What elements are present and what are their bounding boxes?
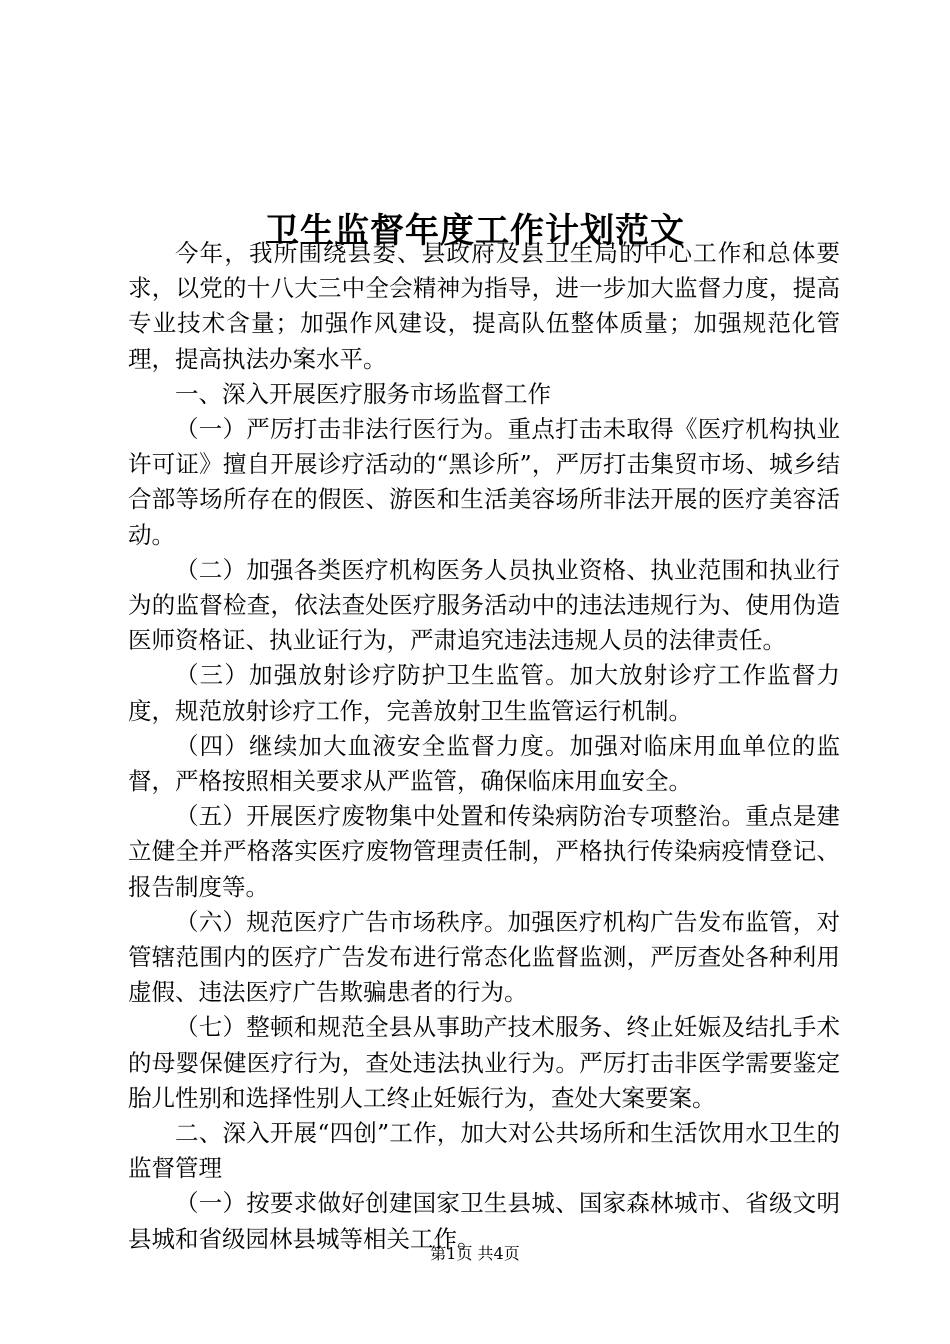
paragraph-2-1: （一）按要求做好创建国家卫生县城、国家森林城市、省级文明县城和省级园林县城等相关工作。 — [128, 1189, 840, 1253]
document-title: 卫生监督年度工作计划范文 — [265, 210, 685, 251]
intro-paragraph: 今年，我所围绕县委、县政府及县卫生局的中心工作和总体要求，以党的十八大三中全会精神为指导，进一步加大监督力度，提高专业技术含量；加强作风建设，提高队伍整体质量；加强规范化管理，提高执法办案水平。 — [128, 239, 840, 373]
paragraph-1-2: （二）加强各类医疗机构医务人员执业资格、执业范围和执业行为的监督检查，依法查处医疗服务活动中的违法违规行为、使用伪造医师资格证、执业证行为，严肃追究违法违规人员的法律责任。 — [128, 555, 840, 655]
page-footer: 第1页 共4页 — [430, 1244, 520, 1263]
paragraph-1-6: （六）规范医疗广告市场秩序。加强医疗机构广告发布监管，对管辖范围内的医疗广告发布进行常态化监督监测，严厉查处各种利用虚假、违法医疗广告欺骗患者的行为。 — [128, 907, 840, 1007]
paragraph-1-5: （五）开展医疗废物集中处置和传染病防治专项整治。重点是建立健全并严格落实医疗废物管理责任制，严格执行传染病疫情登记、报告制度等。 — [128, 802, 840, 901]
section-heading-1: 一、深入开展医疗服务市场监督工作 — [175, 379, 551, 408]
document-body — [128, 236, 840, 1257]
section-heading-2: 二、深入开展“四创”工作，加大对公共场所和生活饮用水卫生的监督管理 — [128, 1119, 840, 1183]
paragraph-1-1: （一）严厉打击非法行医行为。重点打击未取得《医疗机构执业许可证》擅自开展诊疗活动的“黑诊所”，严厉打击集贸市场、城乡结合部等场所存在的假医、游医和生活美容场所非法开展的医疗美容活动。 — [128, 415, 840, 549]
paragraph-1-4: （四）继续加大血液安全监督力度。加强对临床用血单位的监督，严格按照相关要求从严监管，确保临床用血安全。 — [128, 731, 840, 796]
paragraph-1-7: （七）整顿和规范全县从事助产技术服务、终止妊娠及结扎手术的母婴保健医疗行为，查处违法执业行为。严厉打击非医学需要鉴定胎儿性别和选择性别人工终止妊娠行为，查处大案要案。 — [128, 1013, 840, 1112]
paragraph-1-3: （三）加强放射诊疗防护卫生监管。加大放射诊疗工作监督力度，规范放射诊疗工作，完善放射卫生监管运行机制。 — [128, 661, 840, 725]
